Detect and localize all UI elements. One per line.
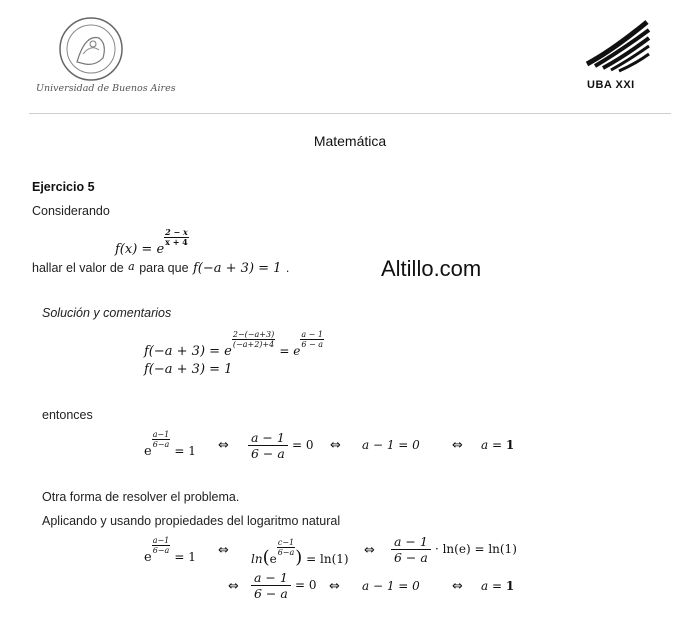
final-fraction: $\frac{a - 1}{6 - a}$ = 0 [251,570,316,601]
then-arrow-3: ⇔ [452,438,463,453]
considering-text: Considerando [32,204,110,218]
uba-xxi-logo [583,20,653,80]
final-arrow-3: ⇔ [452,579,463,594]
final-arrow-2: ⇔ [329,579,340,594]
final-arrow-1: ⇔ [228,579,239,594]
solution-step-2: f(−a + 3) = 1 [144,362,233,377]
solution-title: Solución y comentarios [42,306,172,320]
then-result: a = 1 [481,438,515,452]
exercise-title: Ejercicio 5 [32,180,95,194]
solution-step-1: f(−a + 3) = e $\frac{2-(-a+3)}{(-a+2)+4}$ = e $\frac{a - 1}{6 - a}$ [144,330,323,359]
then-part3: a − 1 = 0 [362,438,420,452]
applying-text: Aplicando y usando propiedades del logaritmo natural [42,514,341,528]
find-condition: f(−a + 3) = 1 [193,261,282,276]
then-equation: e $\frac{a-1}{6-a}$ = 1 [144,430,196,459]
function-definition: f(x) = e $\frac{2 - x}{x + 4}$ [115,227,188,257]
find-middle: para que [139,261,189,275]
find-prefix: hallar el valor de [32,261,124,275]
then-arrow-2: ⇔ [330,438,341,453]
watermark: Altillo.com [381,256,482,281]
uba-crest-logo [55,14,127,84]
header-divider [29,113,671,114]
final-result: a = 1 [481,579,515,593]
log-eq-ln: ln(e $\frac{c-1}{6-a}$ ) = ln(1) [251,538,349,568]
other-way-text: Otra forma de resolver el problema. [42,490,240,504]
uba-xxi-text: UBA XXI [587,79,635,91]
then-arrow-1: ⇔ [218,438,229,453]
uba-caption: Universidad de Buenos Aires [36,83,176,94]
log-eq-part1: e $\frac{a-1}{6-a}$ = 1 [144,536,196,565]
log-arrow-2: ⇔ [364,543,375,558]
page-title: Matemática [313,133,387,149]
final-part2: a − 1 = 0 [362,579,420,593]
log-eq-fraction: $\frac{a - 1}{6 - a}$ · ln(e) = ln(1) [391,534,517,565]
find-var: a [128,260,135,273]
find-sentence [32,259,289,277]
then-fraction: $\frac{a - 1}{6 - a}$ = 0 [248,430,313,461]
find-end: . [285,261,290,275]
then-label: entonces [42,408,93,422]
log-arrow-1: ⇔ [218,543,229,558]
